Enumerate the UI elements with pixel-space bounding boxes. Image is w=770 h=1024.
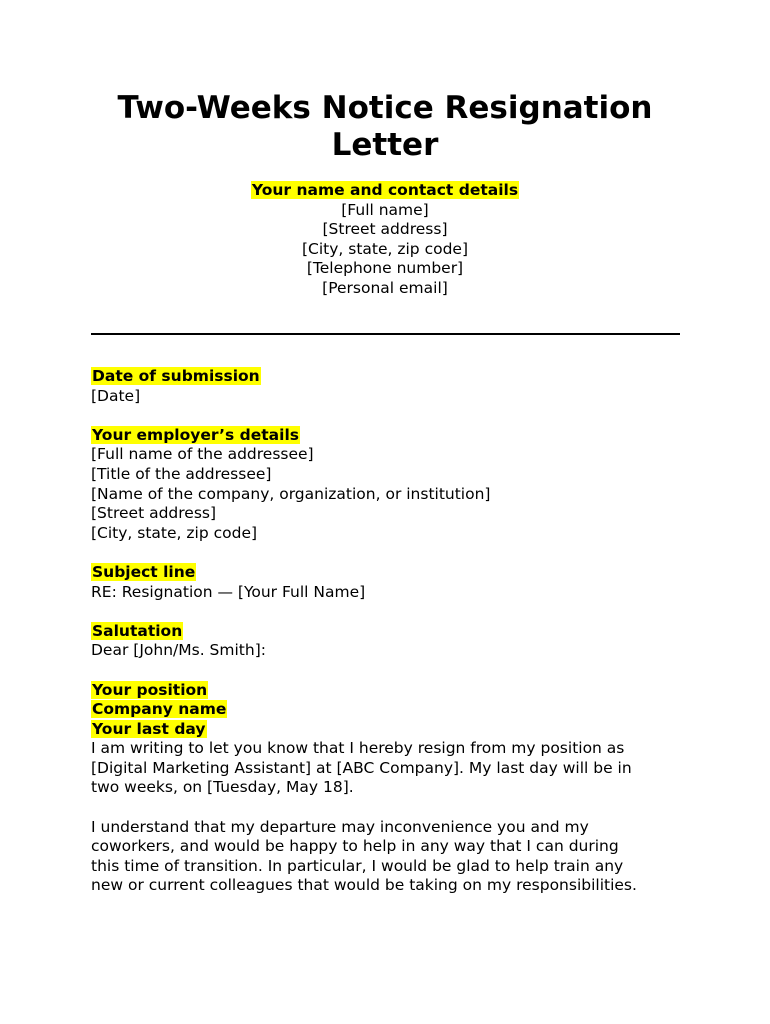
- employer-line: [Name of the company, organization, or institution]: [91, 484, 491, 503]
- employer-line: [Title of the addressee]: [91, 464, 272, 483]
- position-heading: Your position: [92, 680, 208, 699]
- company-heading: Company name: [92, 700, 227, 719]
- paragraph-line: two weeks, on [Tuesday, May 18].: [91, 778, 354, 797]
- spacer: [91, 406, 691, 426]
- spacer: [91, 798, 691, 818]
- submission-date: [Date]: [91, 386, 141, 405]
- employer-line: [Street address]: [91, 504, 217, 523]
- paragraph-line: I am writing to let you know that I hereby resign from my position as: [91, 739, 625, 758]
- contact-line: [City, state, zip code]: [301, 239, 469, 258]
- contact-line: [Telephone number]: [306, 259, 464, 278]
- spacer: [91, 602, 691, 622]
- salutation-heading: Salutation: [92, 621, 183, 640]
- title-line-1: Two-Weeks Notice Resignation: [117, 90, 653, 126]
- paragraph-line: coworkers, and would be happy to help in any way that I can during: [91, 837, 619, 856]
- subject-line: RE: Resignation — [Your Full Name]: [91, 582, 366, 601]
- last-day-heading: Your last day: [92, 719, 206, 738]
- paragraph-line: new or current colleagues that would be taking on my responsibilities.: [91, 876, 637, 895]
- letter-body: [91, 367, 691, 896]
- employer-line: [City, state, zip code]: [91, 523, 258, 542]
- contact-details-heading: Your name and contact details: [251, 181, 519, 199]
- horizontal-divider: [91, 333, 680, 335]
- paragraph-line: [Digital Marketing Assistant] at [ABC Company]. My last day will be in: [91, 758, 632, 777]
- employer-line: [Full name of the addressee]: [91, 445, 314, 464]
- contact-line: [Street address]: [322, 220, 448, 239]
- salutation-line: Dear [John/Ms. Smith]:: [91, 641, 266, 660]
- paragraph-line: I understand that my departure may inconvenience you and my: [91, 817, 589, 836]
- title-line-2: Letter: [331, 127, 439, 163]
- document-title: [60, 90, 710, 164]
- employer-heading: Your employer’s details: [92, 425, 299, 444]
- spacer: [91, 661, 691, 681]
- subject-heading: Subject line: [92, 562, 196, 581]
- contact-line: [Personal email]: [322, 278, 448, 297]
- contact-details-section: [0, 181, 770, 299]
- spacer: [91, 543, 691, 563]
- submission-heading: Date of submission: [92, 367, 260, 385]
- contact-line: [Full name]: [341, 200, 429, 219]
- paragraph-line: this time of transition. In particular, I would be glad to help train any: [91, 856, 624, 875]
